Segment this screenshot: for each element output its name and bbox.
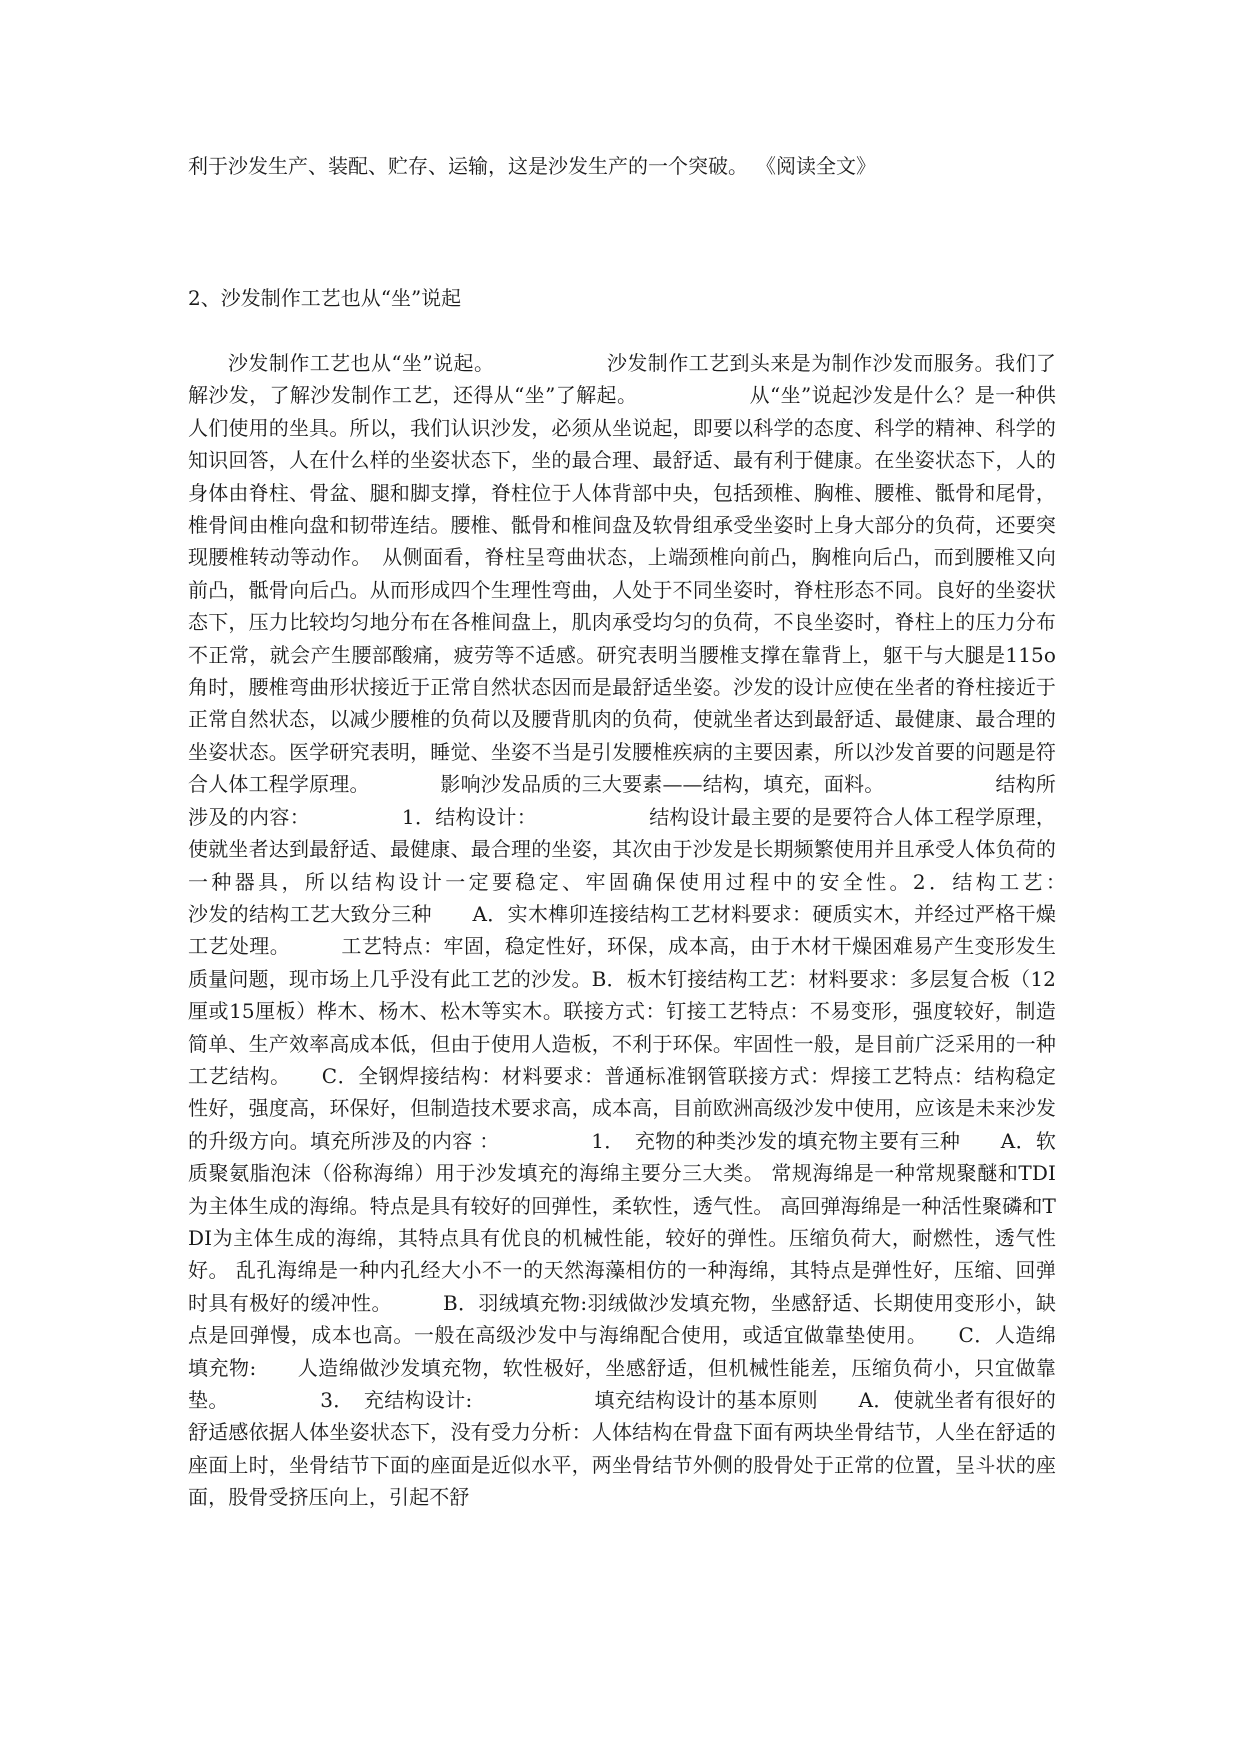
intro-line — [188, 150, 1068, 182]
section-body-paragraph: 沙发制作工艺也从“坐”说起。 沙发制作工艺到头来是为制作沙发而服务。我们了解沙发，了解沙发制作工艺，还得从“坐”了解起。 从“坐”说起沙发是什么？是一种供人们使用的坐具。所以，我们认识沙发，必须从坐说起，即要以科学的态度、科学的精神、科学的知识回答，人在什么样的坐姿状态下，坐的最合理、最舒适、最有利于健康。在坐姿状态下，人的身体由脊柱、骨盆、腿和脚支撑，脊柱位于人体背部中央，包括颈椎、胸椎、腰椎、骶骨和尾骨，椎骨间由椎向盘和韧带连结。腰椎、骶骨和椎间盘及软骨组承受坐姿时上身大部分的负荷，还要突现腰椎转动等动作。 从侧面看，脊柱呈弯曲状态，上端颈椎向前凸，胸椎向后凸，而到腰椎又向前凸，骶骨向后凸。从而形成四个生理性弯曲，人处于不同坐姿时，脊柱形态不同。良好的坐姿状态下，压力比较均匀地分布在各椎间盘上，肌肉承受均匀的负荷，不良坐姿时，脊柱上的压力分布不正常，就会产生腰部酸痛，疲劳等不适感。研究表明当腰椎支撑在靠背上，躯干与大腿是115o角时，腰椎弯曲形状接近于正常自然状态因而是最舒适坐姿。沙发的设计应使在坐者的脊柱接近于正常自然状态，以减少腰椎的负荷以及腰背肌肉的负荷，使就坐者达到最舒适、最健康、最合理的坐姿状态。医学研究表明，睡觉、坐姿不当是引发腰椎疾病的主要因素，所以沙发首要的问题是符合人体工程学原理。 影响沙发品质的三大要素——结构，填充，面料。 结构所涉及的内容： 1．结构设计： 结构设计最主要的是要符合人体工程学原理，使就坐者达到最舒适、最健康、最合理的坐姿，其次由于沙发是长期频繁使用并且承受人体负荷的一种器具，所以结构设计一定要稳定、牢固确保使用过程中的安全性。2．结构工艺： 沙发的结构工艺大致分三种 A．实木榫卯连接结构工艺材料要求：硬质实木，并经过严格干燥工艺处理。 工艺特点：牢固，稳定性好，环保，成本高，由于木材干燥困难易产生变形发生质量问题，现市场上几乎没有此工艺的沙发。B．板木钉接结构工艺：材料要求：多层复合板（12厘或15厘板）桦木、杨木、松木等实木。联接方式：钉接工艺特点：不易变形，强度较好，制造简单、生产效率高成本低，但由于使用人造板，不利于环保。牢固性一般，是目前广泛采用的一种工艺结构。 C．全钢焊接结构：材料要求：普通标准钢管联接方式：焊接工艺特点：结构稳定性好，强度高，环保好，但制造技术要求高，成本高，目前欧洲高级沙发中使用，应该是未来沙发的升级方向。填充所涉及的内容 ： 1． 充物的种类沙发的填充物主要有三种 A．软质聚氨脂泡沫（俗称海绵）用于沙发填充的海绵主要分三大类。 常规海绵是一种常规聚醚和TDI为主体生成的海绵。特点是具有较好的回弹性，柔软性，透气性。 高回弹海绵是一种活性聚磷和TDI为主体生成的海绵，其特点具有优良的机械性能，较好的弹性。压缩负荷大，耐燃性，透气性好。 乱孔海绵是一种内孔经大小不一的天然海藻相仿的一种海绵，其特点是弹性好，压缩、回弹时具有极好的缓冲性。 B．羽绒填充物:羽绒做沙发填充物，坐感舒适、长期使用变形小，缺点是回弹慢，成本也高。一般在高级沙发中与海绵配合使用，或适宜做靠垫使用。 C．人造绵填充物: 人造绵做沙发填充物，软性极好，坐感舒适，但机械性能差，压缩负荷小，只宜做靠垫。 3． 充结构设计: 填充结构设计的基本原则 A．使就坐者有很好的舒适感依据人体坐姿状态下，没有受力分析：人体结构在骨盘下面有两块坐骨结节，人坐在舒适的座面上时，坐骨结节下面的座面是近似水平，两坐骨结节外侧的股骨处于正常的位置，呈斗状的座面，股骨受挤压向上，引起不舒 — [188, 351, 1177, 1510]
intro-text: 利于沙发生产、装配、贮存、运输，这是沙发生产的一个突破。 — [188, 154, 748, 178]
read-more-link[interactable]: 《阅读全文》 — [766, 154, 876, 178]
section-heading: 2、沙发制作工艺也从“坐”说起 — [188, 286, 462, 310]
